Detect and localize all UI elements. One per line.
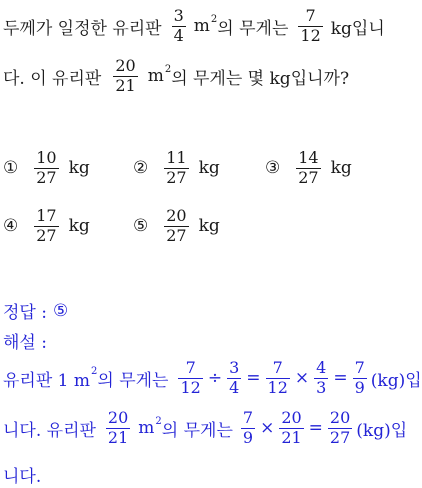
explanation-line-1 [3, 360, 422, 397]
fraction [164, 150, 188, 187]
multiply-sign: × [294, 368, 310, 389]
fraction-numerator: 7 [185, 358, 196, 377]
fraction-denominator: 9 [354, 377, 365, 397]
question-text-part: 다. 이 유리판 [3, 68, 102, 89]
fraction-numerator: 20 [115, 56, 136, 75]
explanation-line-3 [3, 462, 41, 487]
answer-line [3, 298, 68, 323]
option-1[interactable] [3, 150, 90, 187]
equals-sign: = [308, 418, 323, 439]
fraction-denominator: 27 [36, 225, 57, 245]
fraction-numerator: 20 [107, 408, 129, 427]
unit: m [193, 16, 210, 37]
fraction [172, 8, 186, 45]
option-2[interactable] [133, 150, 220, 187]
explanation-line-2 [3, 410, 407, 447]
fraction-numerator: 7 [242, 408, 254, 427]
fraction-numerator: 3 [173, 6, 184, 25]
explanation-text-part: 의 무게는 [97, 370, 169, 391]
fraction [328, 410, 352, 447]
fraction-numerator: 3 [229, 358, 240, 377]
fraction-denominator: 21 [107, 427, 129, 447]
option-unit: kg [330, 158, 352, 179]
exponent: 2 [210, 13, 218, 25]
fraction-numerator: 4 [316, 358, 327, 377]
explanation-text-part: (kg)입 [356, 420, 408, 441]
fraction [296, 150, 320, 187]
option-unit: kg [68, 216, 90, 237]
multiply-sign: × [260, 418, 275, 439]
fraction [314, 360, 328, 397]
option-marker: ① [3, 158, 19, 179]
fraction [34, 150, 58, 187]
option-unit: kg [198, 158, 220, 179]
explanation-text-part: 유리판 1 m [3, 370, 91, 391]
fraction-numerator: 7 [272, 358, 283, 377]
explanation-label-line [3, 328, 47, 353]
exponent: 2 [91, 365, 98, 377]
option-3[interactable] [265, 150, 352, 187]
fraction [164, 208, 188, 245]
fraction-denominator: 3 [316, 377, 327, 397]
fraction [178, 360, 202, 397]
fraction-denominator: 4 [229, 377, 240, 397]
unit: m [147, 66, 164, 87]
fraction-numerator: 20 [281, 408, 302, 427]
exponent: 2 [155, 415, 162, 427]
fraction-denominator: 21 [115, 75, 136, 95]
question-line-1 [3, 8, 385, 45]
explanation-text-part: (kg)입 [370, 370, 422, 391]
fraction [353, 360, 367, 397]
fraction-denominator: 27 [329, 427, 351, 447]
answer-label: 정답 : [3, 303, 47, 323]
explanation-text-part: 의 무게는 [161, 420, 233, 441]
fraction [106, 410, 130, 447]
fraction-denominator: 27 [36, 167, 57, 187]
fraction-denominator: 4 [173, 25, 184, 45]
option-marker: ④ [3, 216, 19, 237]
fraction-denominator: 27 [298, 167, 319, 187]
option-4[interactable] [3, 208, 90, 245]
fraction-numerator: 7 [305, 6, 316, 25]
option-marker: ③ [265, 158, 281, 179]
fraction [241, 410, 255, 447]
fraction-denominator: 21 [281, 427, 302, 447]
question-text-part: kg입니 [330, 18, 385, 39]
option-unit: kg [68, 158, 90, 179]
fraction-numerator: 11 [166, 148, 187, 167]
fraction-denominator: 27 [166, 225, 187, 245]
fraction-numerator: 14 [298, 148, 319, 167]
question-line-2 [3, 58, 349, 95]
fraction-denominator: 12 [267, 377, 288, 397]
fraction-numerator: 7 [354, 358, 365, 377]
divide-sign: ÷ [207, 368, 223, 389]
fraction [266, 360, 290, 397]
fraction [227, 360, 241, 397]
exponent: 2 [164, 63, 172, 75]
option-marker: ⑤ [133, 216, 149, 237]
fraction [113, 58, 137, 95]
fraction-numerator: 10 [36, 148, 57, 167]
fraction [298, 8, 322, 45]
fraction-denominator: 9 [242, 427, 254, 447]
fraction-denominator: 27 [166, 167, 187, 187]
answer-value: ⑤ [52, 300, 69, 321]
fraction-denominator: 12 [300, 25, 321, 45]
fraction-numerator: 17 [36, 206, 57, 225]
option-marker: ② [133, 158, 149, 179]
unit: m [138, 418, 155, 439]
question-text-part: 의 무게는 몇 kg입니까? [171, 68, 350, 89]
fraction [279, 410, 303, 447]
option-unit: kg [198, 216, 220, 237]
equals-sign: = [246, 368, 261, 389]
explanation-label: 해설 : [3, 333, 47, 353]
question-text-part: 두께가 일정한 유리판 [3, 18, 162, 39]
fraction [34, 208, 58, 245]
equals-sign: = [333, 368, 348, 389]
question-text-part: 의 무게는 [217, 18, 289, 39]
fraction-denominator: 12 [180, 377, 201, 397]
fraction-numerator: 20 [329, 408, 351, 427]
option-5[interactable] [133, 208, 220, 245]
explanation-text-part: 니다. 유리판 [3, 420, 96, 441]
fraction-numerator: 20 [166, 206, 187, 225]
explanation-text-part: 니다. [3, 467, 42, 487]
